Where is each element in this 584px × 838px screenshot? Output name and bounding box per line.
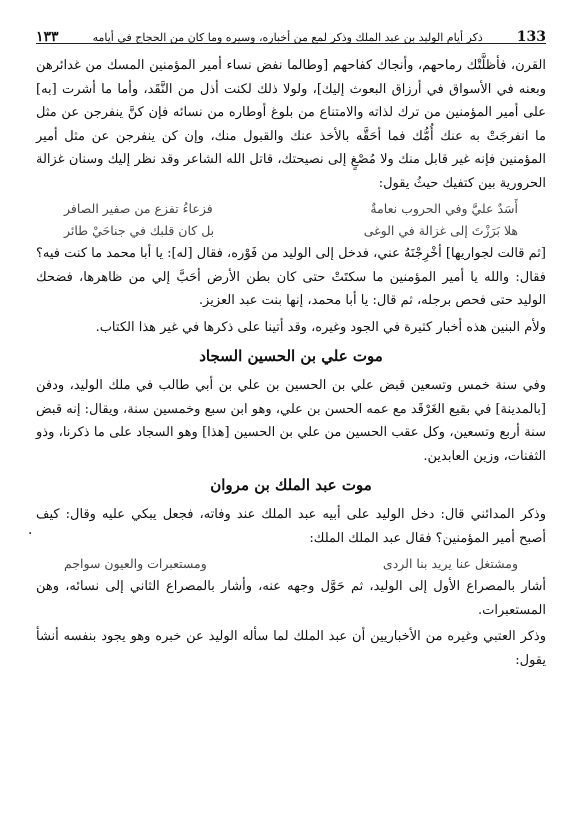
paragraph: وفي سنة خمس وتسعين قبض علي بن الحسين بن علي بن أبي طالب في ملك الوليد، ودفن [بالمدينة] في بقيع الغَرْقَد مع عمه الحسن بن علي، وهو ابن سبع وخمسين سنة، ويقال: إنه قبض سنة أربع وتسعين، وكل عقب الحسين من علي بن الحسين [هذا] وهو السجاد على ما ذكرنا، وذو الثفنات، وزين العابدين. (36, 378, 546, 464)
verse-hemistich: ومشتغل عنا يريد بنا الردى (382, 556, 518, 571)
verse-hemistich: ومستعبرات والعيون سواجم (64, 556, 207, 571)
verse-line (64, 553, 518, 575)
paragraph: القرن، فأظلَّتْك رماحهم، وأنجاك كفاحهم [وطالما نفض نساء أمير المؤمنين المسك من غدائرهن وبعنه في الأسواق في أرزاق البعوث إليك]، ولولا ذلك لكنت أذل من النَّقَد، وأما ما أشرت [به] على أمير المؤمنين من ترك لذاته والامتناع من بلوغ أوطاره من نسائه فإن كنَّ ينفرجن عن مثل ما انفرجَتْ به عنك أُمُّك فما أحَقَّه بالأخذ عنك والقبول منك، وإن كن ينفرجن عن مثل أمير المؤمنين فإنه غير قابل منك ولا مُصْغٍ إلى نصيحتك، قاتل الله الشاعر وقد نظر إليك وسنان غزالة الحرورية بين كتفيك حيثُ يقول: (36, 58, 546, 191)
paragraph: وذكر العتبي وغيره من الأخباريين أن عبد الملك لما سأله الوليد عن خبره وهو يجود بنفسه أنشأ يقول: (36, 629, 546, 668)
running-title: ذكر أيام الوليد بن عبد الملك وذكر لمع من أخباره، وسيره وما كان من الحجاج في أيامه (92, 31, 483, 44)
margin-mark: . (28, 522, 33, 538)
page-header (36, 0, 546, 44)
paragraph: [ثم قالت لجواريها] أخْرِجْنَهُ عني، فدخل إلى الوليد من فَوْره، فقال [له]: يا أبا محمد ما كنت فيه؟ فقال: والله يا أمير المؤمنين ما سكتَتْ حتى كان بطن الأرض أحَبَّ إلي من ظاهرها، فضحك الوليد حتى فحص برجله، ثم قال: يا أبا محمد، إنها بنت عبد العزيز. (36, 246, 546, 308)
section-heading: موت عبد الملك بن مروان (210, 476, 372, 494)
verse-hemistich: بل كان قلبك في جناحَيْ طائر (64, 223, 215, 238)
section-heading: موت علي بن الحسين السجاد (199, 347, 383, 365)
verse-hemistich: فزعاءُ تفزع من صفير الصافر (64, 201, 213, 216)
verse-hemistich: أَسَدٌ عليَّ وفي الحروب نعامةٌ (370, 201, 518, 216)
paragraph: ولأم البنين هذه أخبار كثيرة في الجود وغيره، وقد أتينا على ذكرها في غير هذا الكتاب. (95, 319, 546, 335)
page-number-arabic: ١٣٣ (36, 29, 59, 45)
paragraph: أشار بالمصراع الأول إلى الوليد، ثم حَوَّل وجهه عنه، وأشار بالمصراع الثاني إلى نسائه، وهن المستعبرات. (36, 579, 546, 618)
verse-hemistich: هلا بَرَزْتَ إلى غزالة في الوغى (363, 223, 518, 238)
page-number: 133 (516, 29, 546, 45)
verse-line (64, 198, 518, 220)
paragraph: وذكر المدائني قال: دخل الوليد على أبيه عبد الملك عند وفاته، فجعل يبكي عليه وقال: كيف أصبح أمير المؤمنين؟ فقال عبد الملك الملك: (36, 507, 546, 546)
verse-line (64, 220, 518, 242)
